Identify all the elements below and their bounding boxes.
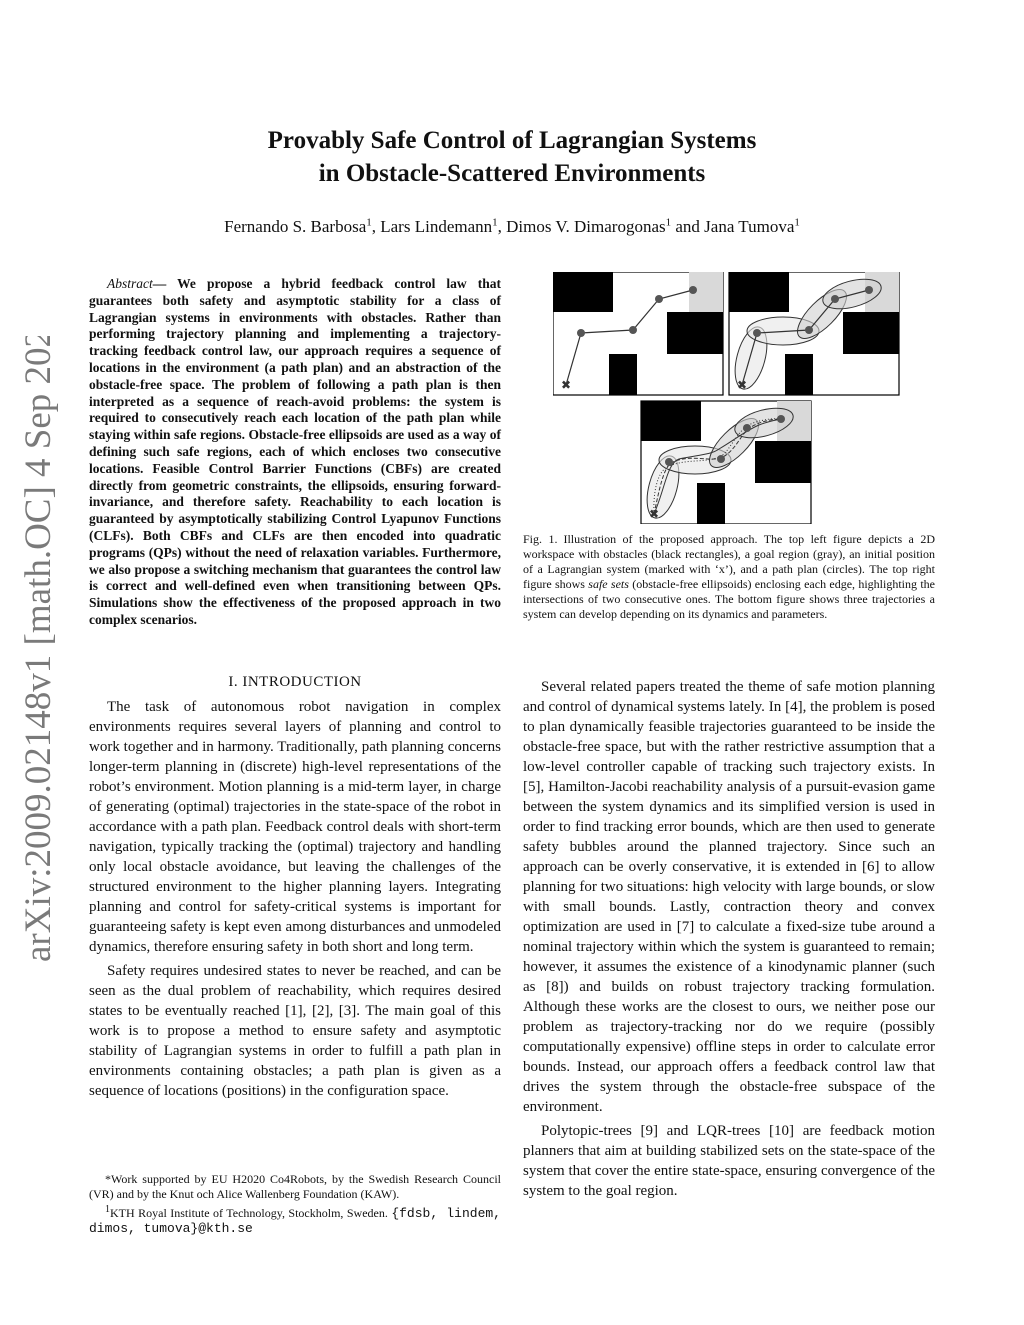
obstacle [697,483,725,524]
abstract-label: Abstract [107,276,153,291]
panel-top-right [729,272,899,395]
panel-top-left [553,272,723,395]
introduction-body [89,697,501,1105]
footnote-affiliation: $^1$KTH Royal Institute of Technology, Stockholm, Sweden. {fdsb, lindem, dimos, tumova}@kth.se [89,1204,501,1236]
footnote-funding: *Work supported by EU H2020 Co4Robots, by the Swedish Research Council (VR) and by the Knut och Alice Wallenberg Foundation (KAW). [89,1172,501,1201]
caption-label: Fig. 1. [523,532,558,546]
obstacle [755,441,811,483]
title-line-1: Provably Safe Control of Lagrangian Systems [267,127,757,154]
path-node [689,286,697,294]
abstract: Abstract— We propose a hybrid feedback control law that guarantees both safety and asymptotic stability for a class of Lagrangian systems in environments with obstacles. Rather than performing trajectory planning and implementing a trajectory-tracking feedback control law, our approach requires a sequence of locations in the environment (a path plan) and an abstraction of the obstacle-free space. The problem of following a path plan is then interpreted as a sequence of reach-avoid problems: the system is required to consecutively reach each location of the path plan while staying within safe regions. Obstacle-free ellipsoids are used as a way of defining such safe regions, each of which encloses two consecutive locations. Feasible Control Barrier Functions (CBFs) are created directly from geometric constraints, the ellipsoids, ensuring forward-invariance, and therefore safety. Reachability to each location is guaranteed by asymptotically stabilizing Control Lyapunov Functions (CLFs). Both CBFs and CLFs are then encoded into quadratic programs (QPs) without the need of relaxation variables. Furthermore, we also propose a switching mechanism that guarantees the control law is correct and well-defined even when transitioning between QPs. Simulations show the effectiveness of the proposed approach in two complex scenarios. [89,276,502,627]
abstract-text: We propose a hybrid feedback control law that guarantees both safety and asymptotic stability for a class of Lagrangian systems in environments with obstacles. Rather than performing trajectory planning and implementing a trajectory-tracking feedback control law, our approach requires a sequence of locations in the environment (a path plan) and an abstraction of the obstacle-free space. The problem of following a path plan is then interpreted as a sequence of reach-avoid problems: the system is required to consecutively reach each location of the path plan while staying within safe regions. Obstacle-free ellipsoids are used as a way of defining such safe regions, each of which encloses two consecutive locations. Feasible Control Barrier Functions (CBFs) are created directly from geometric constraints, the ellipsoids, ensuring forward-invariance, and therefore safety. Reachability to each location is guaranteed by asymptotically stabilizing Control Lyapunov Functions (CLFs). Both CBFs and CLFs are then encoded into quadratic programs (QPs) without the need of relaxation variables. Furthermore, we also propose a switching mechanism that guarantees the control law is correct and well-defined even when transitioning between QPs. Simulations show the effectiveness of the proposed approach in two complex scenarios. [89,276,502,627]
start-marker: ✖ [561,378,572,392]
path-node [629,326,637,334]
intro-paragraph-2: Safety requires undesired states to never be reached, and can be seen as the dual problem of reachability, which requires desired states to be eventually reached [1], [2], [3]. The main goal of this work is to propose a method to ensure safety and asymptotic stability of Lagrangian systems in order to fulfill a path plan in environments containing obstacles; a path plan is given as a sequence of locations (positions) in the configuration space. [89,963,501,1099]
author-emails: {fdsb, lindem, dimos, tumova}@kth.se [89,1206,501,1236]
obstacle [609,354,637,395]
obstacle [667,312,723,354]
arxiv-identifier [4,336,64,976]
author-1: Fernando S. Barbosa$^1$, [224,216,381,236]
obstacle [553,272,613,312]
related-work-body [523,677,935,1205]
svg-text:✖: ✖ [649,507,660,521]
author-4: Jana Tumova$^1$ [704,216,800,236]
panel-bottom [641,401,811,524]
path-node [577,329,585,337]
figure-1-caption: Fig. 1. Illustration of the proposed approach. The top left figure depicts a 2D workspace with obstacles (black rectangles), a goal region (gray), an initial position of a Lagrangian system (marked with ‘x’), and a path plan (circles). The top right figure shows safe sets (obstacle-free ellipsoids) enclosing each edge, highlighting the intersections of two consecutive ones. The bottom figure shows three trajectories a system can develop depending on its dynamics and parameters. [523,532,935,621]
title-line-2: in Obstacle-Scattered Environments [318,160,706,187]
svg-text:✖: ✖ [737,378,748,392]
path-node [655,295,663,303]
figure-1 [553,272,925,524]
intro-paragraph-1: The task of autonomous robot navigation in complex environments requires several layers of planning and control to work together and in harmony. Traditionally, path planning concerns longer-term planning in (discrete) high-level representations of the robot’s environment. Motion planning is a mid-term layer, in charge of generating (optimal) trajectories in the state-space of the robot in accordance with a path plan. Feedback control deals with short-term navigation, typically tracking the (optimal) trajectory and handling only local obstacle avoidance, but leaving the challenges of the structured environment to the higher planning layers. Integrating planning and control for safety-critical systems is important for guaranteeing safety is kept even among disturbances and unmodeled dynamics, therefore ensuring safety in both short and long term. [89,699,501,955]
paper-title [120,124,904,190]
obstacle [729,272,789,312]
related-work-paragraph-1: Several related papers treated the theme of safe motion planning and control of dynamical systems lately. In [4], the problem is posed to plan dynamically feasible trajectories guaranteed to be inside the obstacle-free space, but with the rather restrictive assumption that a low-level controller capable of tracking such trajectory exists. In [5], Hamilton-Jacobi reachability analysis of a pursuit-evasion game between the system dynamics and its simplified version is used in order to find tracking error bounds, which are then used to generate safety bubbles around the planned trajectory. Since such an approach can be overly conservative, it is extended in [6] to allow planning for two situations: high velocity with large bounds, or slow with small bounds. Lastly, contraction theory and convex optimization are used in [7] to calculate a fixed-size tube around a nominal trajectory within which the system is guaranteed to remain; however, it assumes the existence of a kinodynamic planner (such as [8]) and builds on robust trajectory tracking formulation. Although these works are the closest to ours, we neither pose our problem as trajectory-tracking nor do we require (possibly computationally expensive) offline steps in order to calculate error bounds. Instead, our approach offers a feedback control law that drives the system through the obstacle-free subspace of the environment. [523,679,935,1115]
author-list [120,216,904,237]
related-work-paragraph-2: Polytopic-trees [9] and LQR-trees [10] are feedback motion planners that aim at building stabilized sets on the state-space of the system that cover the entire state-space, ensuring convergence of the system to the goal region. [523,1123,935,1199]
author-3: Dimos V. Dimarogonas$^1$ and [506,216,705,236]
footnotes [89,1172,501,1236]
obstacle [843,312,899,354]
arxiv-identifier-text: arXiv:2009.02148v1 [math.OC] 4 Sep 2020 [18,336,59,962]
obstacle [785,354,813,395]
section-heading-introduction: I. INTRODUCTION [228,674,362,690]
obstacle [641,401,701,441]
author-2: Lars Lindemann$^1$, [380,216,507,236]
